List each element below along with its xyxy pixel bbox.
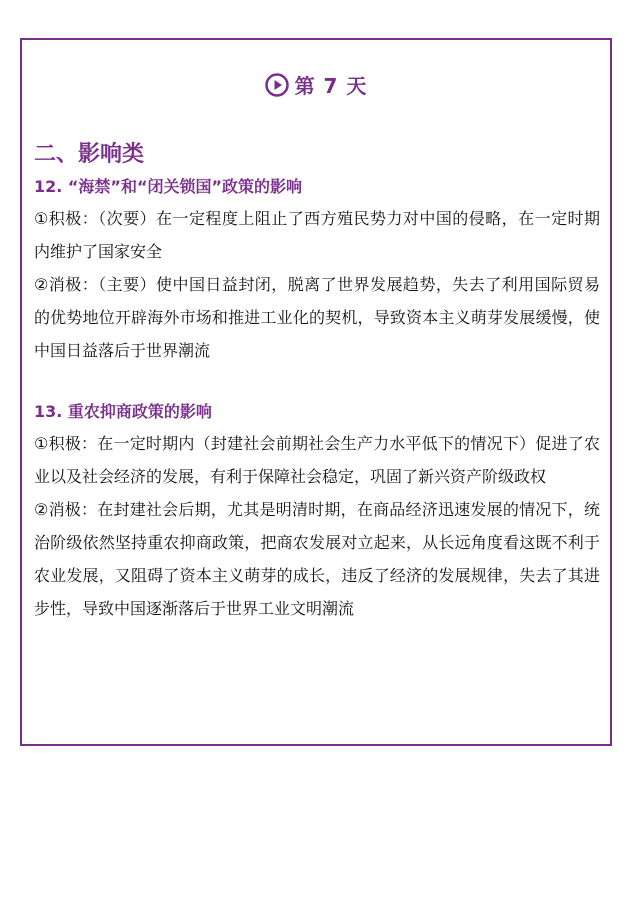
day-title: 第 7 天 [294,74,368,98]
item-title: 12. “海禁”和“闭关锁国”政策的影响 [34,177,302,196]
content-body [34,138,600,625]
positive-paragraph: ①积极：在一定时期内（封建社会前期社会生产力水平低下的情况下）促进了农业以及社会经济的发展，有利于保障社会稳定，巩固了新兴资产阶级政权 [34,434,600,486]
negative-paragraph: ②消极：在封建社会后期，尤其是明清时期，在商品经济迅速发展的情况下，统治阶级依然坚持重农抑商政策，把商农发展对立起来，从长远角度看这既不利于农业发展，又阻碍了资本主义萌芽的成长，违反了经济的发展规律，失去了其进步性，导致中国逐渐落后于世界工业文明潮流 [34,500,600,618]
item-title: 13. 重农抑商政策的影响 [34,402,212,421]
spacer [34,367,600,397]
section-title: 二、影响类 [34,142,145,167]
item-13 [34,397,600,625]
negative-paragraph: ②消极：（主要）使中国日益封闭，脱离了世界发展趋势，失去了利用国际贸易的优势地位开辟海外市场和推进工业化的契机，导致资本主义萌芽发展缓慢，使中国日益落后于世界潮流 [34,275,600,360]
day-header [22,70,610,99]
item-12 [34,172,600,367]
positive-paragraph: ①积极：（次要）在一定程度上阻止了西方殖民势力对中国的侵略，在一定时期内维护了国家安全 [34,209,600,261]
play-circle-icon [265,73,289,97]
content-frame [20,38,612,746]
